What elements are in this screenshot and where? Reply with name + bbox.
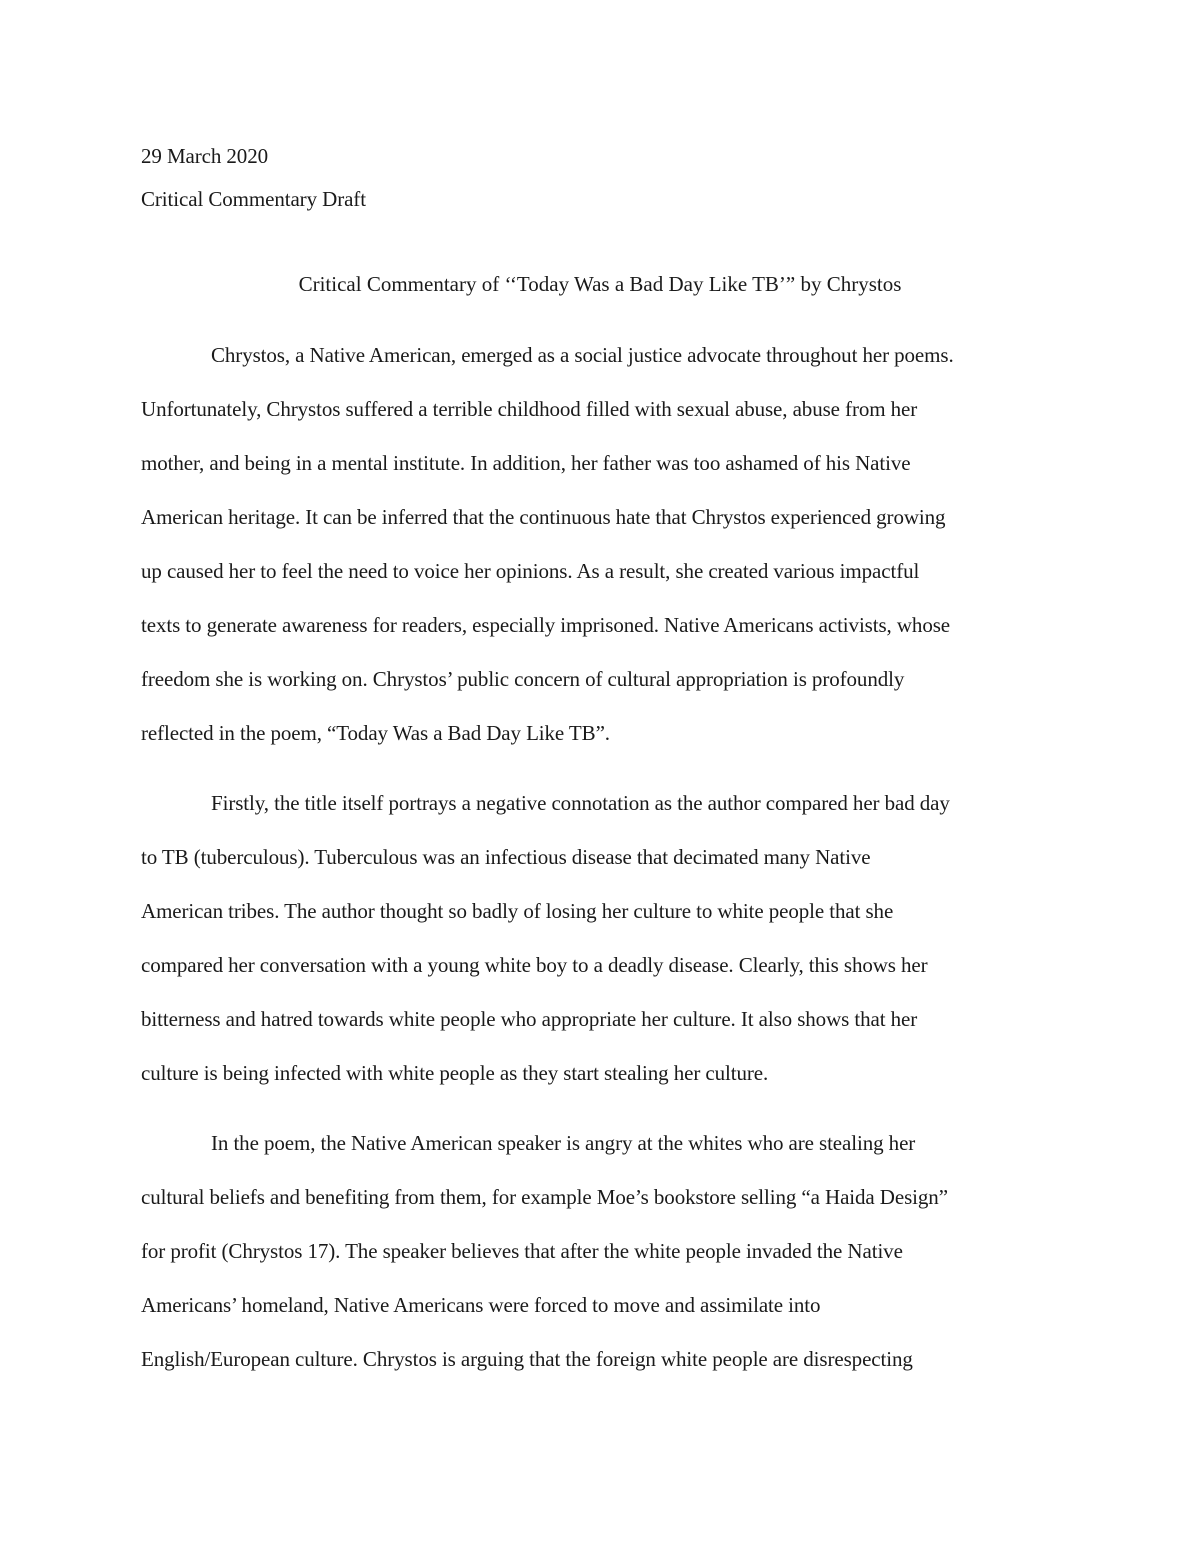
paragraph-line: bitterness and hatred towards white people who appropriate her culture. It also shows that her [141,1007,918,1031]
paragraph-line: up caused her to feel the need to voice her opinions. As a result, she created various impactful [141,559,920,583]
paragraph-line: English/European culture. Chrystos is arguing that the foreign white people are disrespecting [141,1347,913,1371]
paragraph-line: compared her conversation with a young white boy to a deadly disease. Clearly, this shows her [141,953,928,977]
paragraph-line: American tribes. The author thought so badly of losing her culture to white people that she [141,899,894,923]
assignment-line: Critical Commentary Draft [141,187,366,211]
paragraph-line: for profit (Chrystos 17). The speaker believes that after the white people invaded the Native [141,1239,903,1263]
paragraph-line: Unfortunately, Chrystos suffered a terrible childhood filled with sexual abuse, abuse from her [141,397,918,421]
paragraph-line: freedom she is working on. Chrystos’ public concern of cultural appropriation is profoundly [141,667,905,691]
paragraph-line: texts to generate awareness for readers, especially imprisoned. Native Americans activists, whose [141,613,951,637]
paragraph-line: mother, and being in a mental institute. In addition, her father was too ashamed of his Native [141,451,911,475]
document-title: Critical Commentary of ‘‘Today Was a Bad Day Like TB’” by Chrystos [298,272,902,296]
paragraph-line: American heritage. It can be inferred that the continuous hate that Chrystos experienced growing [141,505,946,529]
paragraph-line: Americans’ homeland, Native Americans were forced to move and assimilate into [141,1293,821,1317]
paragraph-line: reflected in the poem, “Today Was a Bad Day Like TB”. [141,721,610,745]
date-line: 29 March 2020 [141,144,269,168]
paragraph-line: to TB (tuberculous). Tuberculous was an infectious disease that decimated many Native [141,845,871,869]
paragraph-line: culture is being infected with white people as they start stealing her culture. [141,1061,769,1085]
paragraph-line: Chrystos, a Native American, emerged as a social justice advocate throughout her poems. [211,343,954,367]
paragraph-line: In the poem, the Native American speaker is angry at the whites who are stealing her [211,1131,916,1155]
paragraph-line: Firstly, the title itself portrays a negative connotation as the author compared her bad day [211,791,950,815]
paragraph-line: cultural beliefs and benefiting from them, for example Moe’s bookstore selling “a Haida Design” [141,1185,948,1209]
